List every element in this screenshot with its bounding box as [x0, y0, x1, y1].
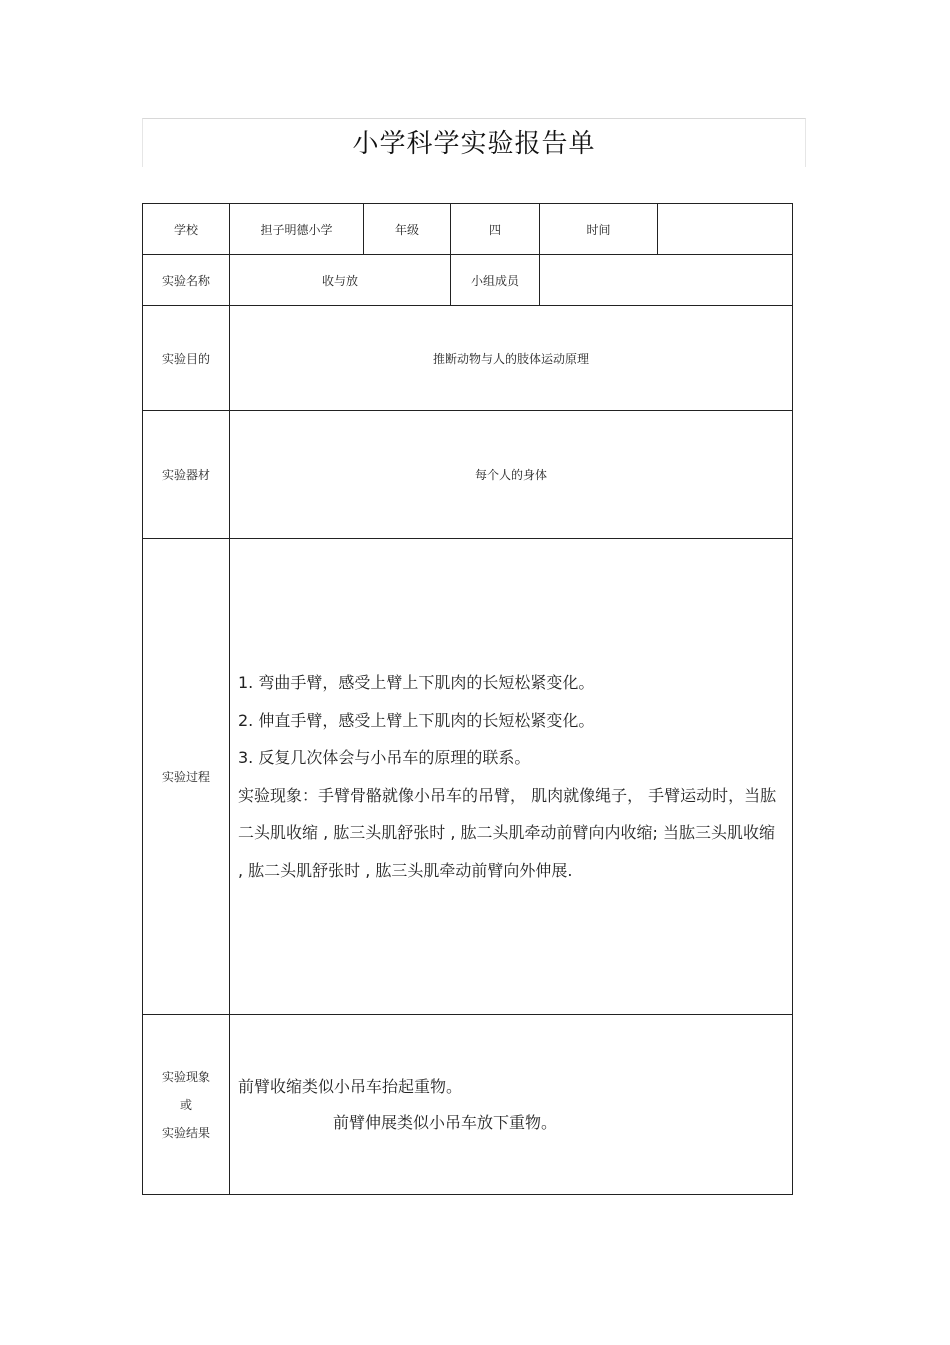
result-content: [230, 1015, 793, 1195]
process-step-1: 1. 弯曲手臂，感受上臂上下肌肉的长短松紧变化。: [238, 673, 595, 692]
process-step-3: 3. 反复几次体会与小吊车的原理的联系。: [238, 748, 531, 767]
time-value: [658, 204, 793, 255]
process-step-2: 2. 伸直手臂，感受上臂上下肌肉的长短松紧变化。: [238, 710, 595, 730]
group-members-value: [540, 255, 793, 306]
page-title: 小学科学实验报告单: [352, 129, 596, 159]
experiment-name-value: 收与放: [230, 255, 451, 306]
process-label: 实验过程: [143, 539, 230, 1015]
table-row: [143, 411, 793, 539]
school-label: 学校: [143, 204, 230, 255]
result-label: [143, 1015, 230, 1195]
process-content: [230, 539, 793, 1015]
grade-value: 四: [451, 204, 540, 255]
grade-label: 年级: [364, 204, 451, 255]
group-members-label: 小组成员: [451, 255, 540, 306]
result-label-line2: 或: [179, 1097, 192, 1112]
purpose-label: 实验目的: [143, 306, 230, 411]
time-label: 时间: [540, 204, 658, 255]
result-line-2: 前臂伸展类似小吊车放下重物。: [333, 1112, 558, 1132]
materials-label: 实验器材: [143, 411, 230, 539]
table-row: [143, 204, 793, 255]
table-row: [143, 1015, 793, 1195]
purpose-value: 推断动物与人的肢体运动原理: [230, 306, 793, 411]
process-phenomenon: 实验现象：手臂骨骼就像小吊车的吊臂， 肌肉就像绳子， 手臂运动时，当肱二头肌收缩 , 肱三头肌舒张时 , 肱二头肌牵动前臂向内收缩; 当肱三头肌收缩 , 肱二头肌舒张时 , 肱三头肌牵动前臂向外伸展.: [238, 785, 777, 880]
title-box: [142, 118, 806, 167]
result-label-line1: 实验现象: [161, 1069, 210, 1084]
materials-value: 每个人的身体: [230, 411, 793, 539]
table-row: [143, 255, 793, 306]
result-line-1: 前臂收缩类似小吊车抬起重物。: [238, 1076, 463, 1096]
result-label-line3: 实验结果: [161, 1125, 210, 1140]
report-table: [142, 203, 793, 1195]
table-row: [143, 539, 793, 1015]
experiment-name-label: 实验名称: [143, 255, 230, 306]
school-value: 担子明德小学: [230, 204, 364, 255]
table-row: [143, 306, 793, 411]
